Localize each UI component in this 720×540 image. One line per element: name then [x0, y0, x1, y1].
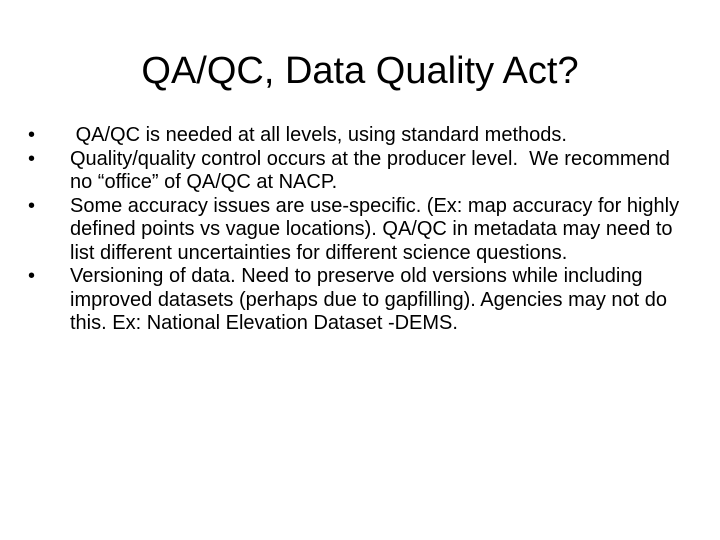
bullet-text: Versioning of data. Need to preserve old versions while including improved datasets (perhaps due to gapfilling). Agencies may not do this. Ex: National Elevation Dataset -DEMS. [70, 265, 668, 334]
bullet-text: QA/QC is needed at all levels, using standard methods. [70, 124, 567, 146]
slide-title: QA/QC, Data Quality Act? [141, 50, 579, 92]
bullet-item [28, 265, 694, 336]
bullet-item [28, 124, 694, 148]
bullet-item [28, 195, 694, 266]
bullet-icon: • [28, 147, 36, 170]
bullet-item [28, 148, 694, 195]
bullet-list [28, 124, 694, 336]
bullet-icon: • [28, 194, 36, 217]
bullet-text: Quality/quality control occurs at the producer level. We recommend no “office” of QA/QC at NACP. [70, 147, 676, 193]
bullet-icon: • [28, 265, 36, 287]
bullet-text: Some accuracy issues are use-specific. (Ex: map accuracy for highly defined points vs vague locations). QA/QC in metadata may need to list different uncertainties for different science questions. [70, 194, 680, 264]
bullet-icon: • [28, 124, 36, 146]
